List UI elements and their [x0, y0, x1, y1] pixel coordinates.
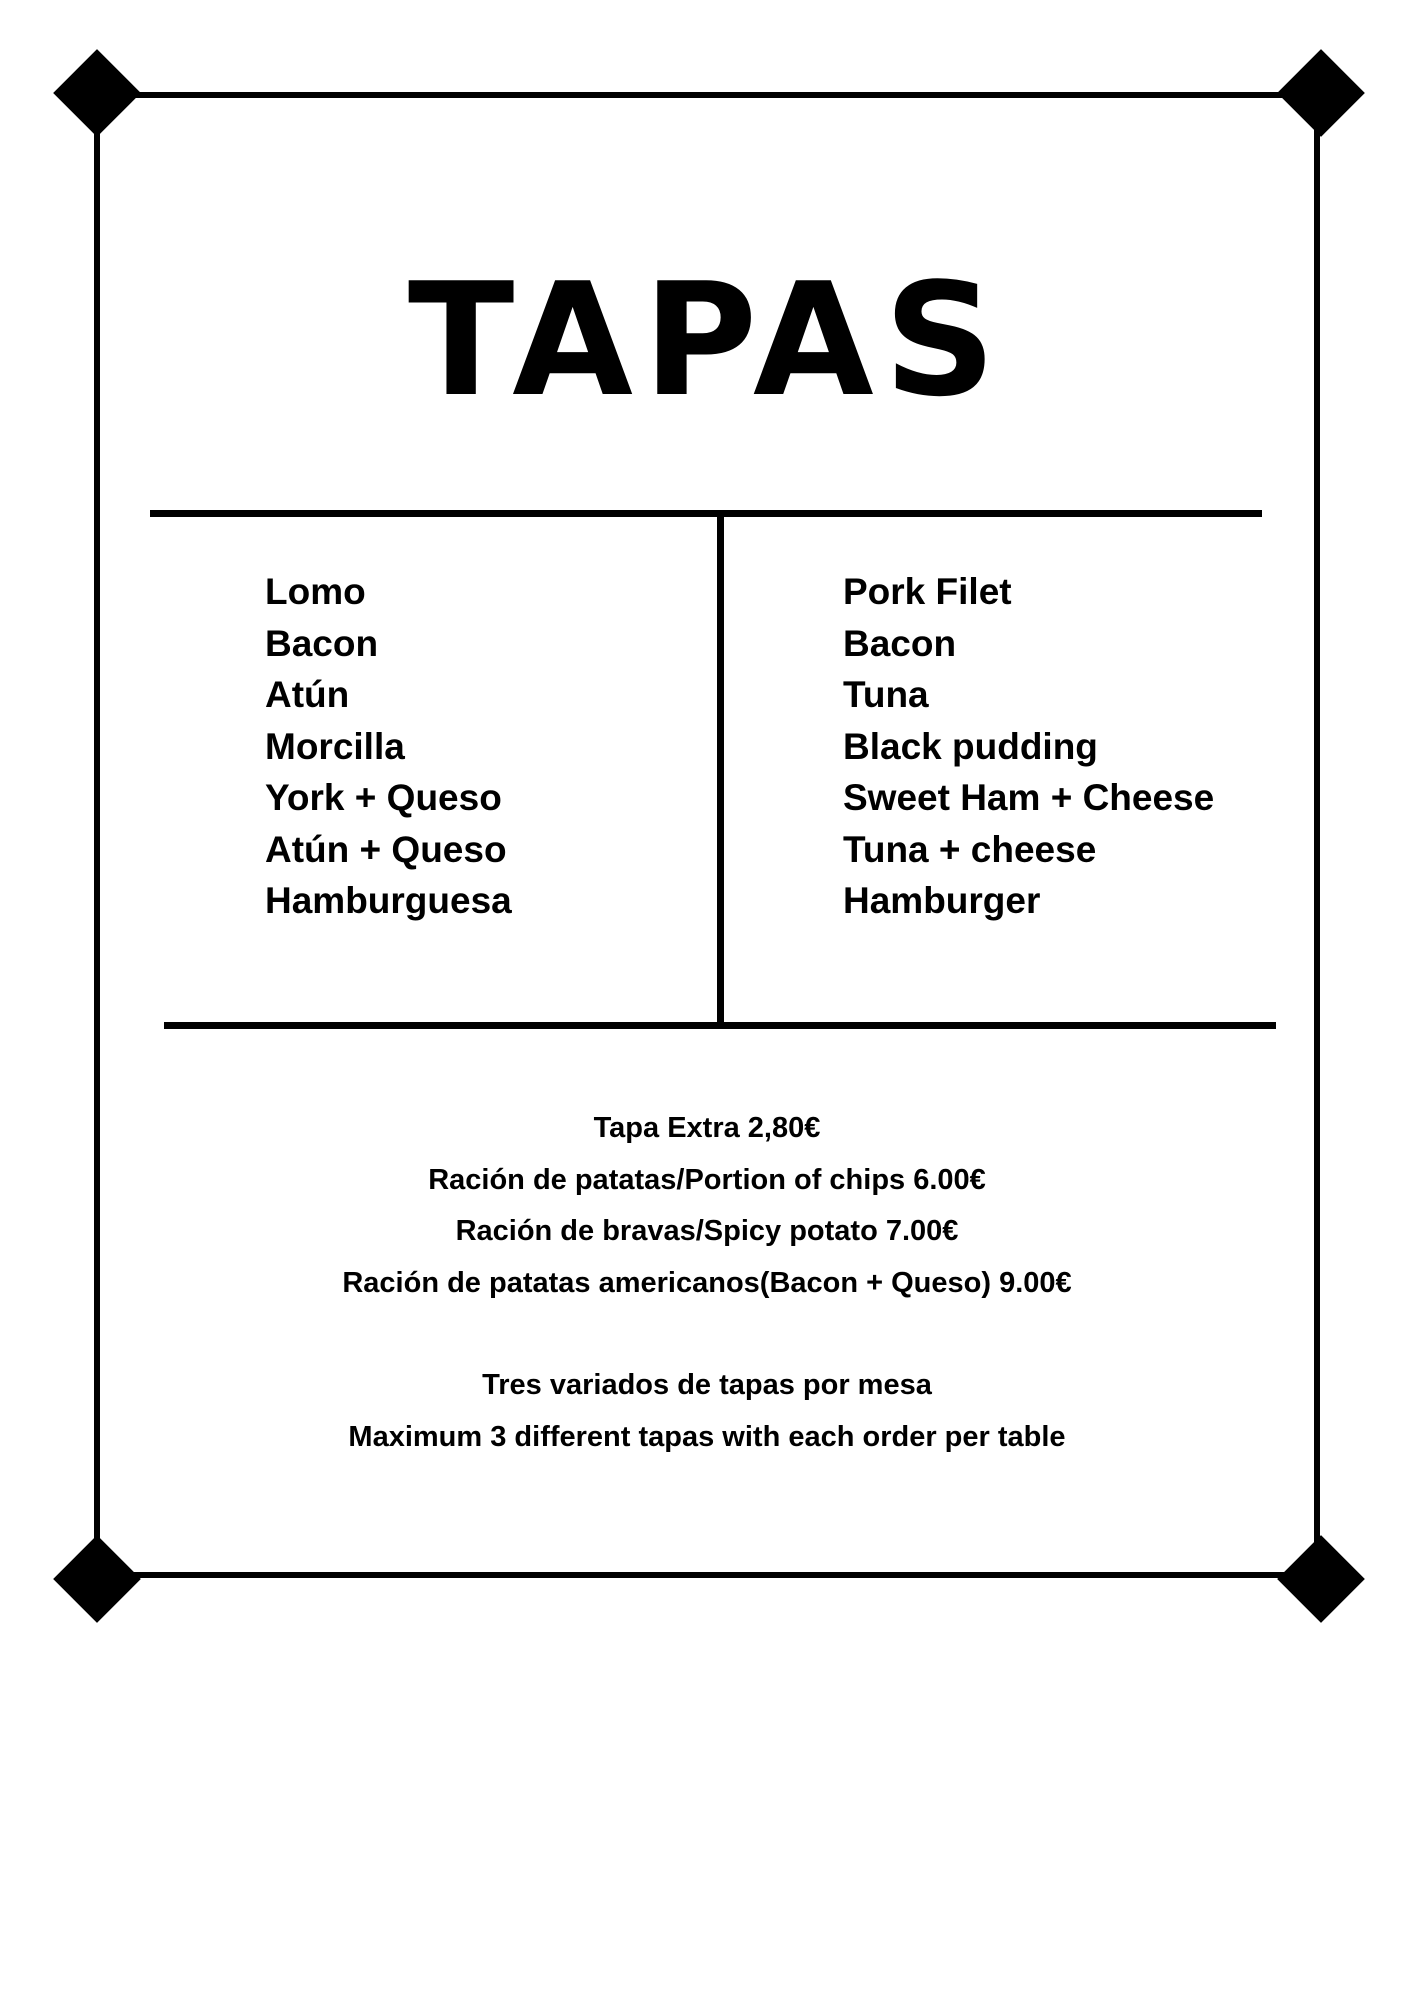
divider-top: [150, 510, 1262, 517]
list-item: Black pudding: [843, 725, 1098, 767]
price-line: Ración de patatas/Portion of chips 6.00€: [428, 1163, 986, 1196]
list-item: Bacon: [843, 622, 957, 664]
list-item: Atún + Queso: [265, 828, 507, 870]
list-item: Atún: [265, 674, 350, 715]
english-items-list: [843, 566, 1214, 927]
list-item: Lomo: [265, 571, 366, 612]
list-item: Hamburguesa: [265, 880, 512, 921]
price-line: Ración de bravas/Spicy potato 7.00€: [455, 1215, 959, 1247]
list-item: Hamburger: [843, 880, 1041, 921]
table-notes: [0, 1360, 1414, 1463]
note-line: Tres variados de tapas por mesa: [482, 1369, 932, 1401]
list-item: Pork Filet: [843, 571, 1012, 612]
list-item: York + Queso: [265, 777, 502, 818]
list-item: Bacon: [265, 622, 379, 664]
spanish-items-list: [265, 566, 512, 927]
note-line: Maximum 3 different tapas with each order per table: [348, 1420, 1066, 1453]
price-list: [0, 1103, 1414, 1309]
list-item: Tuna + cheese: [843, 828, 1097, 870]
list-item: Morcilla: [265, 725, 405, 767]
divider-bottom: [164, 1022, 1276, 1029]
list-item: Tuna: [843, 674, 929, 715]
list-item: Sweet Ham + Cheese: [843, 777, 1215, 818]
menu-title: TAPAS: [407, 249, 1007, 431]
price-line: Tapa Extra 2,80€: [593, 1112, 821, 1144]
price-line: Ración de patatas americanos(Bacon + Queso) 9.00€: [342, 1266, 1072, 1299]
divider-vertical: [717, 514, 724, 1024]
